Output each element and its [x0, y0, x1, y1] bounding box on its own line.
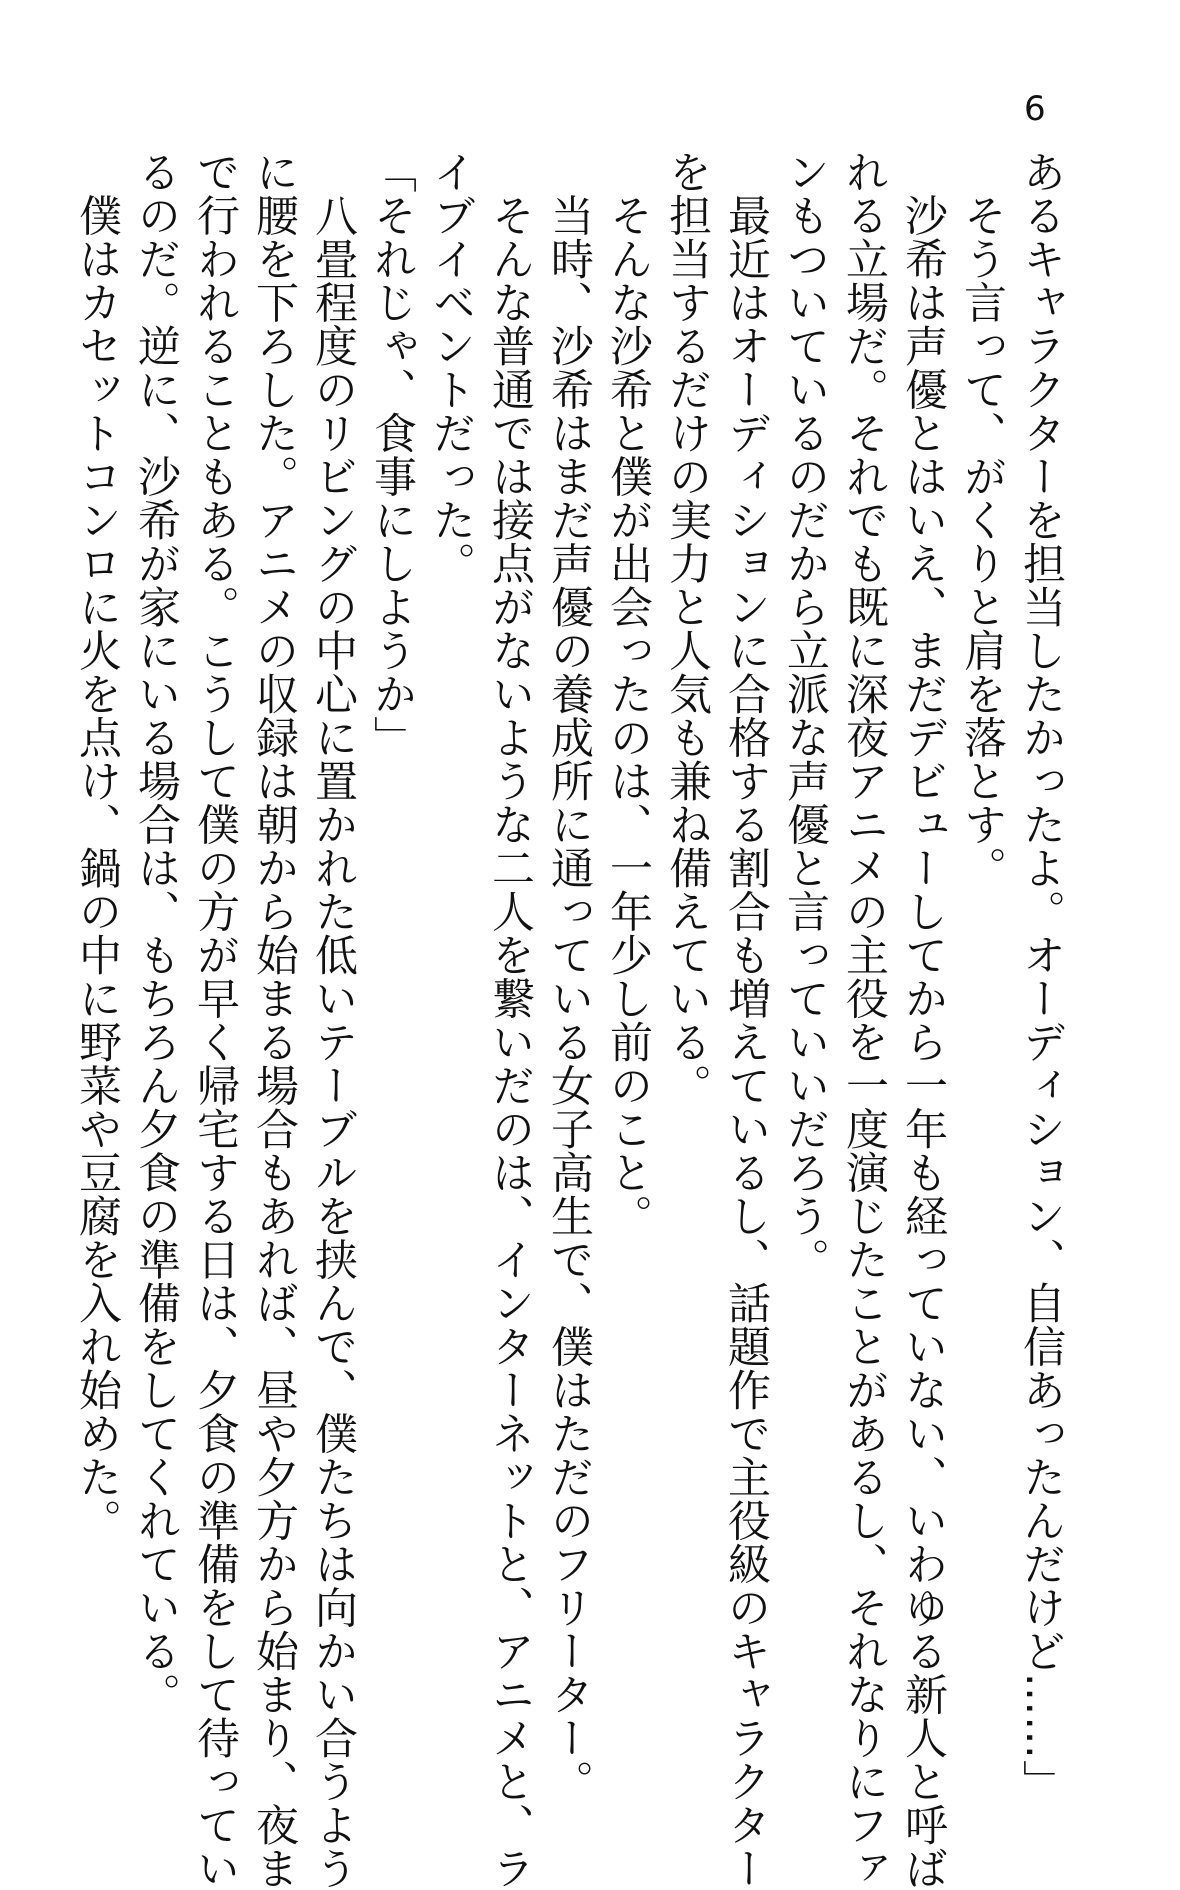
text-line: 当時、沙希はまだ声優の養成所に通っている女子高生で、僕はただのフリーター。	[544, 150, 594, 1803]
text-line: 最近はオーディションに合格する割合も増えているし、話題作で主役級のキャラクター	[721, 150, 771, 1890]
text-line: 八畳程度のリビングの中心に置かれた低いテーブルを挟んで、僕たちは向かい合うよう	[308, 150, 358, 1890]
text-line: 沙希は声優とはいえ、まだデビューしてから一年も経っていない、いわゆる新人と呼ば	[898, 150, 948, 1890]
text-line: れる立場だ。それでも既に深夜アニメの主役を一度演じたことがあるし、それなりにファ	[839, 150, 889, 1890]
text-line: そんな普通では接点がないような二人を繋いだのは、インターネットと、アニメと、ラ	[485, 150, 535, 1890]
text-line: に腰を下ろした。アニメの収録は朝から始まる場合もあれば、昼や夕方から始まり、夜ま	[249, 150, 299, 1890]
text-line: そう言って、がくりと肩を落とす。	[957, 150, 1007, 890]
page-number: 6	[1024, 89, 1046, 129]
text-line: あるキャラクターを担当したかったよ。オーディション、自信あったんだけど……」	[1016, 150, 1066, 1803]
text-line: で行われることもある。こうして僕の方が早く帰宅する日は、夕食の準備をして待ってい	[190, 150, 240, 1890]
novel-text-body	[72, 150, 1070, 1890]
text-line: を担当するだけの実力と人気も兼ね備えている。	[662, 150, 712, 1107]
text-line: イブイベントだった。	[426, 150, 476, 585]
text-line: るのだ。逆に、沙希が家にいる場合は、もちろん夕食の準備をしてくれている。	[131, 150, 181, 1716]
text-line: 僕はカセットコンロに火を点け、鍋の中に野菜や豆腐を入れ始めた。	[72, 150, 122, 1542]
text-line: ンもついているのだから立派な声優と言っていいだろう。	[780, 150, 830, 1281]
text-line: そんな沙希と僕が出会ったのは、一年少し前のこと。	[603, 150, 653, 1238]
text-line: 「それじゃ、食事にしようか」	[367, 150, 417, 759]
